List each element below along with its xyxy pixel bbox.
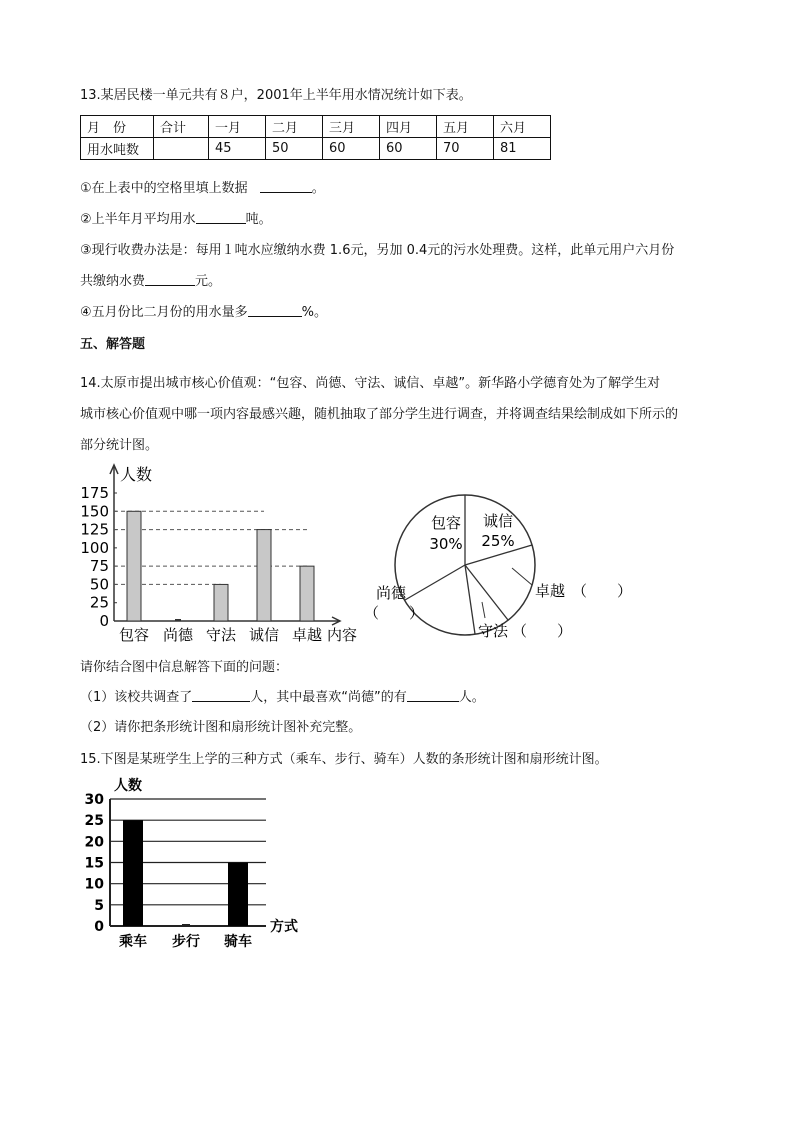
- bar: [257, 530, 271, 621]
- y-tick-label: 30: [84, 792, 104, 808]
- y-tick-label: 100: [80, 538, 109, 557]
- answer-blank[interactable]: [407, 689, 459, 702]
- y-tick-label: 75: [89, 557, 109, 576]
- table-cell: 一月: [209, 116, 266, 138]
- q13-sub2: ②上半年月平均用水 吨。: [80, 212, 272, 227]
- answer-blank[interactable]: [145, 273, 195, 286]
- x-tick-label: 诚信: [248, 626, 280, 644]
- y-tick-label: 0: [99, 612, 109, 630]
- q14-part2: （2）请你把条形统计图和扇形统计图补充完整。: [80, 720, 362, 735]
- y-tick-label: 150: [80, 502, 109, 521]
- bar: [228, 863, 248, 927]
- pie-leader-line: [482, 602, 485, 618]
- water-usage-table: [80, 115, 551, 160]
- table-cell: 用水吨数: [81, 138, 154, 160]
- x-tick-label: 包容: [118, 626, 150, 644]
- y-tick-label: 5: [94, 897, 104, 914]
- x-tick-label: 尚德: [162, 626, 194, 644]
- x-tick-label: 乘车: [119, 934, 147, 950]
- bar: [300, 566, 314, 621]
- table-cell: 合计: [154, 116, 209, 138]
- q14-bar-chart: [78, 458, 378, 648]
- pie-label-baorong: 包容: [430, 514, 462, 532]
- y-axis-label: 人数: [120, 465, 153, 484]
- q14-pie-chart: [360, 490, 650, 650]
- answer-blank[interactable]: [196, 211, 246, 224]
- q14-prompt: 请你结合图中信息解答下面的问题：: [80, 660, 289, 675]
- section-heading: 五、解答题: [80, 337, 146, 352]
- pie-blank-zhuoyue[interactable]: （ ）: [572, 582, 633, 600]
- answer-blank[interactable]: [260, 180, 312, 193]
- q15-intro: 15.下图是某班学生上学的三种方式（乘车、步行、骑车）人数的条形统计图和扇形统计图。: [80, 752, 608, 767]
- answer-blank[interactable]: [192, 689, 250, 702]
- y-tick-label: 0: [94, 919, 104, 935]
- x-tick-label: 守法: [205, 626, 237, 644]
- y-tick-label: 25: [84, 813, 104, 830]
- q13-sub4: ④五月份比二月份的用水量多 %。: [80, 305, 328, 320]
- x-tick-label: 步行: [172, 934, 200, 950]
- y-axis-label: 人数: [114, 778, 142, 794]
- table-cell: 45: [209, 138, 266, 160]
- q14-text-line3: 部分统计图。: [80, 438, 159, 453]
- bar: [127, 511, 141, 621]
- x-tick-label: 骑车: [224, 934, 252, 950]
- y-tick-label: 10: [84, 876, 104, 893]
- pie-label-shangde: 尚德: [376, 584, 407, 602]
- x-axis-label: 内容: [327, 626, 358, 644]
- table-cell: 81: [494, 138, 551, 160]
- pie-label-shoufa: 守法: [478, 622, 509, 640]
- table-cell: 六月: [494, 116, 551, 138]
- q13-sub3-line1: ③现行收费办法是：每用１吨水应缴纳水费 1.6元，另加 0.4元的污水处理费。这样，此单元用户六月份: [80, 243, 675, 258]
- table-cell: 二月: [266, 116, 323, 138]
- y-tick-label: 25: [89, 593, 109, 612]
- q15-bar-chart: [78, 772, 318, 957]
- q13-sub1: ①在上表中的空格里填上数据 。: [80, 181, 325, 196]
- y-tick-label: 175: [80, 484, 109, 502]
- pie-label-zhuoyue: 卓越: [535, 582, 566, 600]
- pie-label-chengxin: 诚信: [482, 512, 514, 530]
- total-cell-blank[interactable]: [154, 138, 209, 160]
- y-tick-label: 50: [89, 575, 109, 594]
- pie-percent-chengxin: 25%: [481, 532, 515, 550]
- table-cell: 月 份: [81, 116, 154, 138]
- table-cell: 三月: [323, 116, 380, 138]
- y-tick-label: 15: [84, 855, 104, 872]
- table-cell: 60: [323, 138, 380, 160]
- table-header-row: [81, 116, 551, 138]
- x-axis-label: 方式: [270, 919, 298, 935]
- q14-text-line1: 14.太原市提出城市核心价值观：“包容、尚德、守法、诚信、卓越”。新华路小学德育处为了解学生对: [80, 376, 661, 391]
- pie-percent-baorong: 30%: [429, 535, 463, 553]
- table-cell: 五月: [437, 116, 494, 138]
- pie-divider: [405, 565, 465, 600]
- pie-leader-line: [512, 568, 532, 585]
- y-tick-label: 125: [80, 520, 109, 539]
- pie-blank-shangde[interactable]: （ ）: [364, 604, 425, 622]
- pie-blank-shoufa[interactable]: （ ）: [512, 622, 573, 640]
- table-cell: 50: [266, 138, 323, 160]
- table-cell: 70: [437, 138, 494, 160]
- bar: [123, 820, 143, 926]
- x-tick-label: 卓越: [291, 626, 323, 644]
- bar: [214, 584, 228, 621]
- table-data-row: [81, 138, 551, 160]
- q13-intro: 13.某居民楼一单元共有８户，2001年上半年用水情况统计如下表。: [80, 88, 472, 103]
- table-cell: 四月: [380, 116, 437, 138]
- y-tick-label: 20: [84, 834, 104, 851]
- answer-blank[interactable]: [248, 304, 302, 317]
- q14-part1: （1）该校共调查了 人，其中最喜欢“尚德”的有 人。: [80, 690, 485, 705]
- table-cell: 60: [380, 138, 437, 160]
- q13-sub3-line2: 共缴纳水费 元。: [80, 274, 222, 289]
- q14-text-line2: 城市核心价值观中哪一项内容最感兴趣，随机抽取了部分学生进行调查，并将调查结果绘制成如下所示的: [80, 407, 679, 422]
